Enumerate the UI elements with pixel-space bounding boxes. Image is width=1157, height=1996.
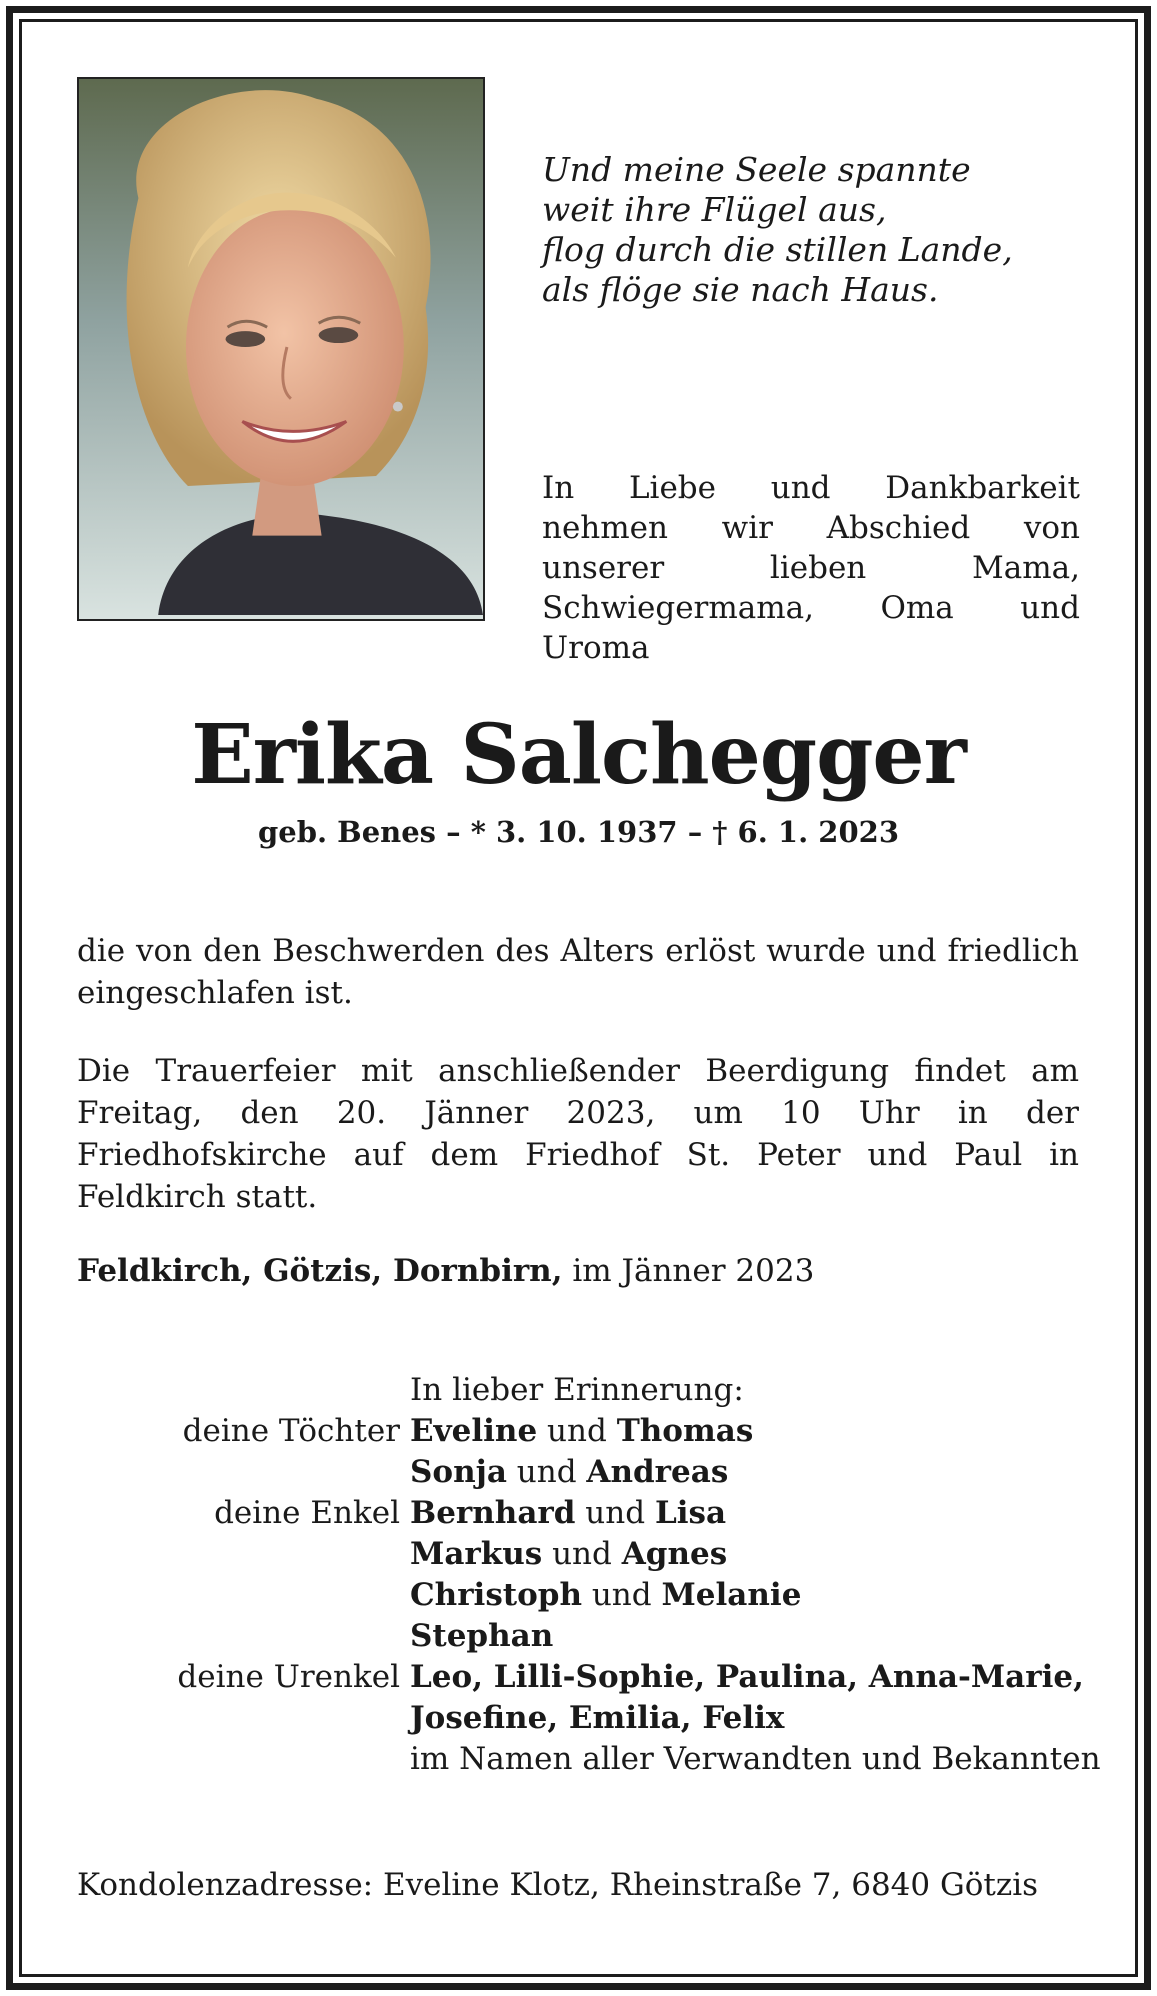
paragraph-funeral: Die Trauerfeier mit anschließender Beerdigung findet am Freitag, den 20. Jänner 2023, um 10 Uhr in der Friedhofskirche auf dem Friedhof St. Peter und Paul in Feldkirch statt. <box>77 1053 1079 1215</box>
mourner-name: Josefine, Emilia, Felix <box>410 1700 785 1736</box>
mourner-name: Andreas <box>586 1454 729 1490</box>
poem-line: als flöge sie nach Haus. <box>542 270 939 309</box>
mourner-name: Lisa <box>654 1495 727 1531</box>
poem <box>542 150 1102 310</box>
mourner-row <box>77 1657 1107 1698</box>
life-dates: geb. Benes – * 3. 10. 1937 – † 6. 1. 2023 <box>257 815 900 849</box>
poem-line: flog durch die stillen Lande, <box>542 230 1013 269</box>
condolence-address: Kondolenzadresse: Eveline Klotz, Rheinstraße 7, 6840 Götzis <box>77 1867 1039 1903</box>
relation-label <box>77 1452 410 1493</box>
mourners-heading: In lieber Erinnerung: <box>410 1372 744 1408</box>
relation-label <box>77 1616 410 1657</box>
place-and-date <box>77 1250 1079 1292</box>
intro-text: In Liebe und Dankbarkeit nehmen wir Abschied von unserer lieben Mama, Schwiegermama, Oma und Uroma <box>542 470 1080 666</box>
mourner-name: Agnes <box>621 1536 728 1572</box>
mourners-list <box>77 1370 1107 1780</box>
mourner-name: Thomas <box>616 1413 754 1449</box>
relation-label <box>77 1575 410 1616</box>
relation-label: deine Enkel <box>214 1495 400 1531</box>
poem-line: weit ihre Flügel aus, <box>542 190 887 229</box>
mourner-name: Eveline <box>410 1413 538 1449</box>
mourners-closing: im Namen aller Verwandten und Bekannten <box>410 1741 1101 1777</box>
deceased-name: Erika Salchegger <box>191 707 966 803</box>
relation-label <box>77 1698 410 1739</box>
mourner-name: Melanie <box>661 1577 802 1613</box>
mourner-row: Sonja und Andreas <box>77 1452 1107 1493</box>
towns: Feldkirch, Götzis, Dornbirn, <box>77 1253 563 1289</box>
mourner-row: Christoph und Melanie <box>77 1575 1107 1616</box>
month-date: im Jänner 2023 <box>572 1253 815 1289</box>
poem-line: Und meine Seele spannte <box>542 150 971 189</box>
paragraph-passing: die von den Beschwerden des Alters erlöst wurde und friedlich eingeschlafen ist. <box>77 933 1079 1011</box>
mourners-heading-row <box>77 1370 1107 1411</box>
mourner-row: deine Töchter Eveline und Thomas <box>77 1411 1107 1452</box>
relation-label: deine Urenkel <box>177 1659 400 1695</box>
mourner-name: Stephan <box>410 1618 554 1654</box>
relation-label: deine Töchter <box>182 1413 400 1449</box>
mourner-row <box>77 1616 1107 1657</box>
mourner-name: Christoph <box>410 1577 582 1613</box>
mourner-name: Markus <box>410 1536 543 1572</box>
mourner-row: deine Enkel Bernhard und Lisa <box>77 1493 1107 1534</box>
mourner-name: Leo, Lilli-Sophie, Paulina, Anna-Marie, <box>410 1659 1084 1695</box>
mourner-row <box>77 1698 1107 1739</box>
mourner-name: Bernhard <box>410 1495 576 1531</box>
mourner-name: Sonja <box>410 1454 507 1490</box>
mourner-row: Markus und Agnes <box>77 1534 1107 1575</box>
mourners-closing-row <box>77 1739 1107 1780</box>
relation-label <box>77 1534 410 1575</box>
portrait-photo <box>77 77 485 621</box>
